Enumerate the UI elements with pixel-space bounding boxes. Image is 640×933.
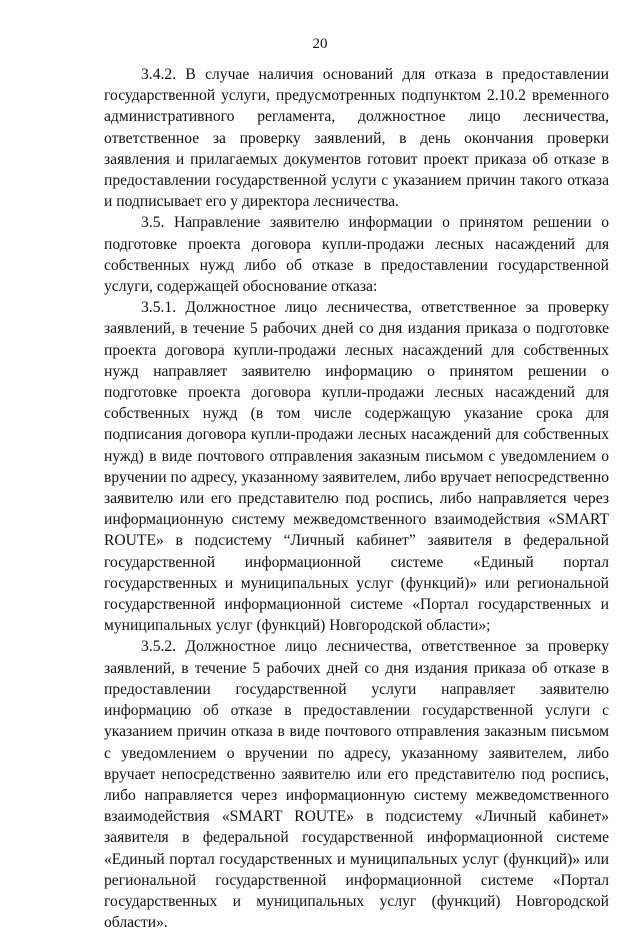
paragraph-3-5: 3.5. Направление заявителю информации о принятом решении о подготовке проекта договора купли-продажи лесных насаждений для собственных нужд либо об отказе в предоставлении государственной услуги, содержащей обоснование отказа: [104, 214, 609, 296]
document-body [104, 64, 609, 933]
paragraph-3-5-2: 3.5.2. Должностное лицо лесничества, ответственное за проверку заявлений, в течение 5 рабочих дней со дня издания приказа об отказе в предоставлении государственной услуги направляет заявителю информацию об отказе в предоставлении государственной услуги с указанием причин отказа в виде почтового отправления заказным письмом с уведомлением о вручении по адресу, указанному заявителем, либо вручает непосредственно заявителю или его представителю под роспись, либо направляется через информационную систему межведомственного взаимодействия «SMART ROUTE» в подсистему «Личный кабинет» заявителя в федеральной государственной информационной системе «Единый портал государственных и муниципальных услуг (функций)» или региональной государственной информационной системе «Портал государственных и муниципальных услуг (функций) Новгородской области». [104, 638, 609, 932]
page-number: 20 [312, 36, 328, 52]
paragraph-3-4-2: 3.4.2. В случае наличия оснований для отказа в предоставлении государственной услуги, предусмотренных подпунктом 2.10.2 временного административного регламента, должностное лицо лесничества, ответственное за проверку заявлений, в день окончания проверки заявления и прилагаемых документов готовит проект приказа об отказе в предоставлении государственной услуги с указанием причин такого отказа и подписывает его у директора лесничества. [104, 66, 609, 211]
paragraph-3-5-1: 3.5.1. Должностное лицо лесничества, ответственное за проверку заявлений, в течение 5 рабочих дней со дня издания приказа о подготовке проекта договора купли-продажи лесных насаждений для собственных нужд направляет заявителю информацию о принятом решении о подготовке проекта договора купли-продажи лесных насаждений для собственных нужд (в том числе содержащую указание срока для подписания договора купли-продажи лесных насаждений для собственных нужд) в виде почтового отправления заказным письмом с уведомлением о вручении по адресу, указанному заявителем, либо вручает непосредственно заявителю или его представителю под роспись, либо направляется через информационную систему межведомственного взаимодействия «SMART ROUTE» в подсистему “Личный кабинет” заявителя в федеральной государственной информационной системе «Единый портал государственных и муниципальных услуг (функций)» или региональной государственной информационной системе «Портал государственных и муниципальных услуг (функций) Новгородской области»; [104, 299, 609, 635]
